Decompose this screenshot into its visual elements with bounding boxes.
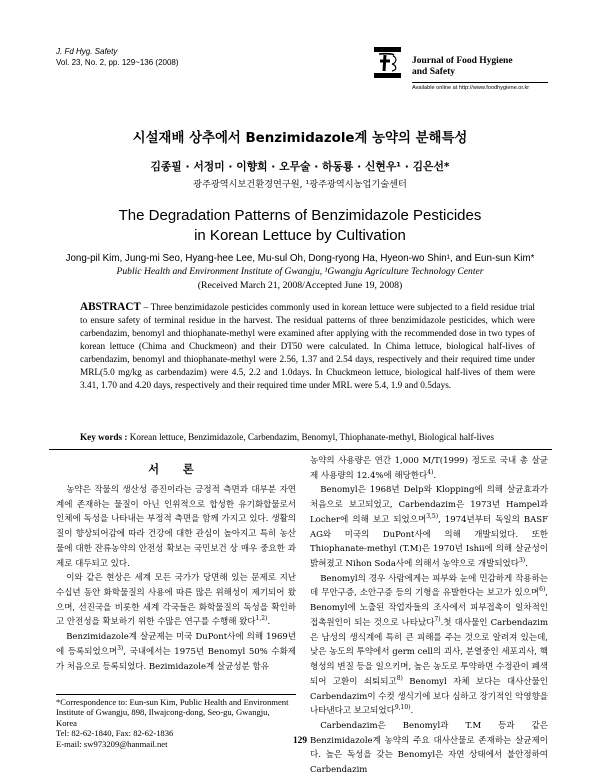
paragraph	[56, 483, 296, 571]
paragraph-text: 농약의 사용량은 연간 1,000 M/T(1999) 정도로 국내 총 살균제 사용량의 12.4%에 해당한다	[310, 456, 548, 481]
footnote-line: Institute of Gwangju, 898, Ilwajcong-dong, Seo-gu, Gwangju,	[56, 707, 270, 718]
paragraph-text: Benomyl은 1968년 Delp와 Klopping에 의해 살균효과가 처음으로 보고되었고, Carbendazim은 1973년 Hampel과 Locher에 의해 보고 되었으며	[310, 485, 548, 525]
citation-ref: 7)	[434, 616, 441, 624]
paragraph-text: Benomyl의 경우 사람에게는 피부와 눈에 민감하게 작용하는데 무안구증, 소안구증 등의 기형을 유발한다는 보고가 있으며	[310, 573, 548, 599]
received-dates: (Received March 21, 2008/Accepted June 19, 2008)	[197, 280, 403, 291]
authors-english: Jong-pil Kim, Jung-mi Seo, Hyang-hee Lee, Mu-sul Oh, Dong-ryong Ha, Hyeon-wo Shin¹, and Eun-sun Kim*	[65, 253, 535, 264]
footnote-line: Tel: 82-62-1840, Fax: 82-62-1836	[56, 728, 174, 739]
keywords	[80, 432, 550, 442]
paragraph	[56, 630, 296, 674]
keywords-label: Key words :	[80, 432, 128, 442]
citation-ref: 9,10)	[394, 704, 411, 712]
citation-ref: 8)	[396, 674, 403, 682]
paragraph-text: , Benomyl에 노출된 작업자들의 조사에서 피부접촉이 일차적인 접촉원인이 되는 것으로 나타났다	[310, 588, 548, 628]
citation-ref: 1,2)	[255, 615, 268, 623]
paragraph	[56, 571, 296, 630]
affiliation-english: Public Health and Environment Institute of Gwangju, ¹Gwangju Agriculture Technology Center	[116, 266, 484, 277]
citation-ref: 6)	[539, 586, 546, 594]
paragraph-text: .	[525, 559, 528, 570]
paragraph-text: 이와 같은 현상은 세계 모든 국가가 당면해 있는 문제로 지난 수십년 동안 화학물질의 사용에 따른 많은 위해성이 제기되어 왔으며, 선진국을 비롯한 세계 각국들은 화학물질의 독성을 확인하고 안전성을 확보하기 위한 수많은 연구를 수행해 왔다	[56, 573, 296, 628]
left-column	[56, 483, 296, 674]
paragraph-text: Benomyl 자체 보다는 대사산물인 Carbendazim이 수컷 생식기에 보다 심하고 장기적인 악영향을 나타낸다고 보고되었다	[310, 676, 548, 717]
footnote-divider	[56, 694, 296, 695]
title-english-line2: in Korean Lettuce by Cultivation	[194, 227, 406, 244]
paragraph-text: 농약은 작물의 생산성 증진이라는 긍정적 측면과 대부분 자연계에 존재하는 물질이 아닌 인위적으로 합성한 유기화합물로서 인체에 독성을 나타내는 부정적 측면을 함께 가지고 있다. 생활의 질이 향상되어감에 따라 건강에 대한 관심이 높아지고 특히 농산물에 대한 잔류농약의 안전성 확보는 국민보건 상 매우 중요한 과제로 대두되고 있다.	[56, 485, 296, 569]
footnote-line: E-mail: sw973209@hanmail.net	[56, 738, 168, 749]
journal-name-line2: and Safety	[412, 67, 456, 77]
right-column	[310, 454, 548, 778]
journal-short-name: J. Fd Hyg. Safety	[56, 47, 118, 56]
title-english-line1: The Degradation Patterns of Benzimidazole Pesticides	[118, 207, 482, 224]
section-heading-introduction: 서 론	[148, 463, 204, 476]
citation-ref: 3)	[518, 557, 526, 565]
citation-ref: 4)	[427, 468, 434, 476]
authors-korean: 김종필 · 서정미 · 이향희 · 오무술 · 하동룡 · 신현우¹ · 김은선*	[150, 160, 450, 173]
abstract-label: ABSTRACT	[80, 301, 141, 313]
paragraph-text: , 국내에서는 1975년 Benomyl 50% 수화제가 처음으로 등록되었다. Bezimidazole계 살균성분 함유	[56, 646, 296, 672]
paragraph-text: .	[433, 470, 437, 481]
citation-ref: 3,5)	[426, 513, 439, 521]
footnote-line: Korea	[56, 717, 77, 728]
citation-ref: 3)	[117, 645, 124, 653]
journal-name	[412, 56, 513, 78]
volume-line: Vol. 23, No. 2, pp. 129~136 (2008)	[56, 58, 179, 67]
paragraph	[310, 483, 548, 571]
journal-citation	[56, 46, 179, 68]
paragraph-text: .	[410, 706, 414, 717]
journal-divider	[412, 82, 548, 83]
journal-logo-icon	[370, 44, 405, 81]
paragraph	[310, 719, 548, 778]
page-number: 129	[292, 736, 308, 746]
paragraph-text: Benzimidazole계 살균제는 미국 DuPont사에 의해 1969년에 등록되었으며	[56, 632, 296, 657]
journal-online-url: Available online at http://www.foodhygiene.or.kr	[412, 85, 530, 91]
title-korean: 시설재배 상추에서 Benzimidazole계 농약의 분해특성	[132, 131, 468, 146]
keywords-text: Korean lettuce, Benzimidazole, Carbendazim, Benomyl, Thiophanate-methyl, Biological half-lives	[129, 432, 494, 442]
section-divider	[49, 449, 552, 450]
paragraph-text: , 1974년부터 독일의 BASF AG와 미국의 DuPont사에 의해 개발되었다. 또한 Thiophanate-methyl (T.M)은 1970년 Ishii에 의해 살균성이 밝혀졌고 Nihon Soda사에 의해서 농약으로 개발되었다	[310, 514, 548, 570]
abstract	[80, 301, 535, 393]
journal-name-line1: Journal of Food Hygiene	[412, 56, 513, 66]
paragraph	[310, 572, 548, 719]
footnote-line: *Correspondence to: Eun-sun Kim, Public Health and Environment	[56, 697, 289, 707]
paragraph	[310, 454, 548, 483]
abstract-text: – Three benzimidazole pesticides commonly used in korean lettuce were subjected to a field residue trial to ensure safety of terminal residue in the harvest. The residual patterns of three benzimidazole pesticides, which were carbendazim, benomyl and thiophanate-methyl were examined after applying with the recommended dose in two types of korean lettuce (Chima and Chuckmeon) and their DT50 were calculated. In Chima lettuce, biological half-lives of carbendazim, benomyl and thiophanate-methyl were 2.56, 1.37 and 2.54 days, respectively and their required time under MRL(5.0 mg/kg as carbendazim) were 4.5, 2.2 and 1.0days. In Chuckmeon lettuce, biological half-lives of them were 3.41, 1.70 and 4.20 days, respectively and their required time under MRL were 5.4, 1.9 and 0.5days.	[80, 303, 536, 391]
title-english	[0, 206, 600, 246]
paragraph-text: Carbendazim은 Benomyl과 T.M 등과 같은 Benzimidazole계 농약의 주요 대사산물로 존재하는 살균제이다. 높은 독성을 갖는 Benomyl은 자연 상태에서 불안정하여 Carbendazim	[310, 720, 548, 776]
affiliation-korean: 광주광역시보건환경연구원, ¹광주광역시농업기술센터	[193, 179, 407, 190]
paragraph-text: .	[267, 617, 271, 628]
paragraph-text: .첫 대사물인 Carbendazim은 남성의 생식계에 특히 큰 피해를 주는 것으로 알려져 있는데, 낮은 농도의 투약에서 germ cell의 괴사, 분열중인 세포괴사, 핵형성의 변질 등을 일으키며, 높은 농도로 투약하면 수정관이 폐색되어 고환이 쇠퇴되고	[310, 617, 549, 687]
